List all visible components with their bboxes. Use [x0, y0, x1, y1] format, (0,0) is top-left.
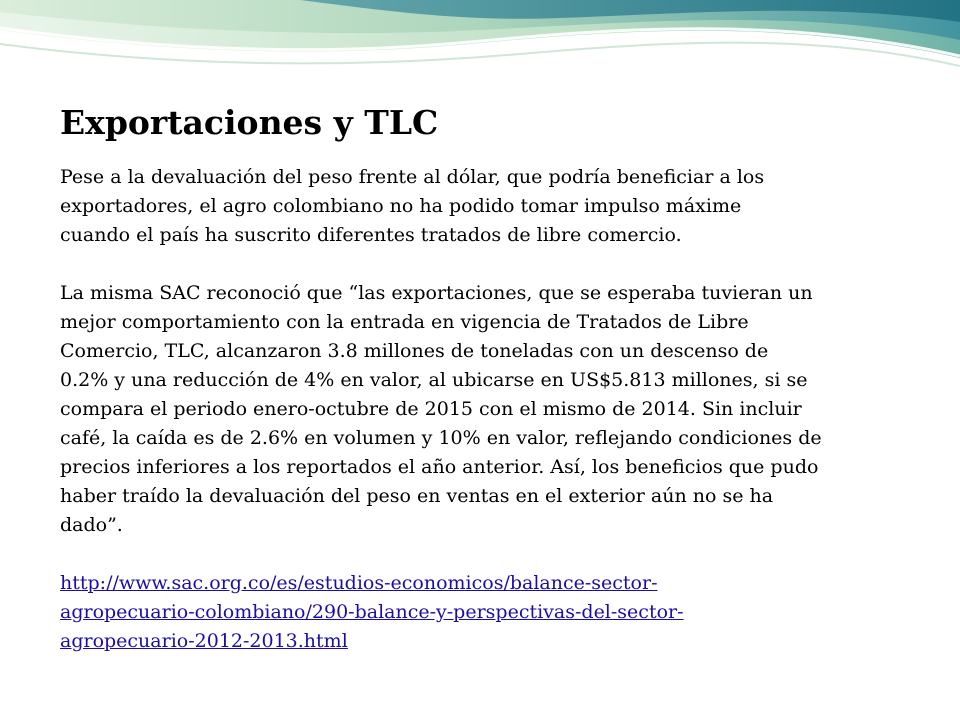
link-line[interactable]: agropecuario-2012-2013.html: [60, 630, 348, 652]
text-line: dado”.: [60, 514, 123, 536]
link-line[interactable]: http://www.sac.org.co/es/estudios-economicos/balance-sector-: [60, 572, 658, 594]
text-line: cuando el país ha suscrito diferentes tratados de libre comercio.: [60, 224, 682, 246]
text-line: compara el periodo enero-octubre de 2015 con el mismo de 2014. Sin incluir: [60, 398, 802, 420]
text-line: Comercio, TLC, alcanzaron 3.8 millones de toneladas con un descenso de: [60, 340, 769, 362]
text-line: precios inferiores a los reportados el año anterior. Así, los beneficios que pudo: [60, 456, 819, 478]
text-line: haber traído la devaluación del peso en ventas en el exterior aún no se ha: [60, 485, 774, 507]
paragraph-devaluacion: [60, 163, 920, 250]
text-line: exportadores, el agro colombiano no ha podido tomar impulso máxime: [60, 195, 742, 217]
paragraph-sac-quote: [60, 279, 920, 540]
slide-body: [60, 163, 920, 656]
source-link[interactable]: [60, 569, 920, 656]
header-wave-banner: [0, 0, 960, 80]
text-line: La misma SAC reconoció que “las exportaciones, que se esperaba tuvieran un: [60, 282, 813, 304]
text-line: Pese a la devaluación del peso frente al dólar, que podría beneficiar a los: [60, 166, 765, 188]
text-line: mejor comportamiento con la entrada en vigencia de Tratados de Libre: [60, 311, 749, 333]
slide-title: Exportaciones y TLC: [60, 103, 439, 142]
text-line: café, la caída es de 2.6% en volumen y 10% en valor, reflejando condiciones de: [60, 427, 822, 449]
paragraph-gap: [60, 250, 920, 279]
link-line[interactable]: agropecuario-colombiano/290-balance-y-perspectivas-del-sector-: [60, 601, 684, 623]
text-line: 0.2% y una reducción de 4% en valor, al ubicarse en US$5.813 millones, si se: [60, 369, 808, 391]
paragraph-gap: [60, 540, 920, 569]
